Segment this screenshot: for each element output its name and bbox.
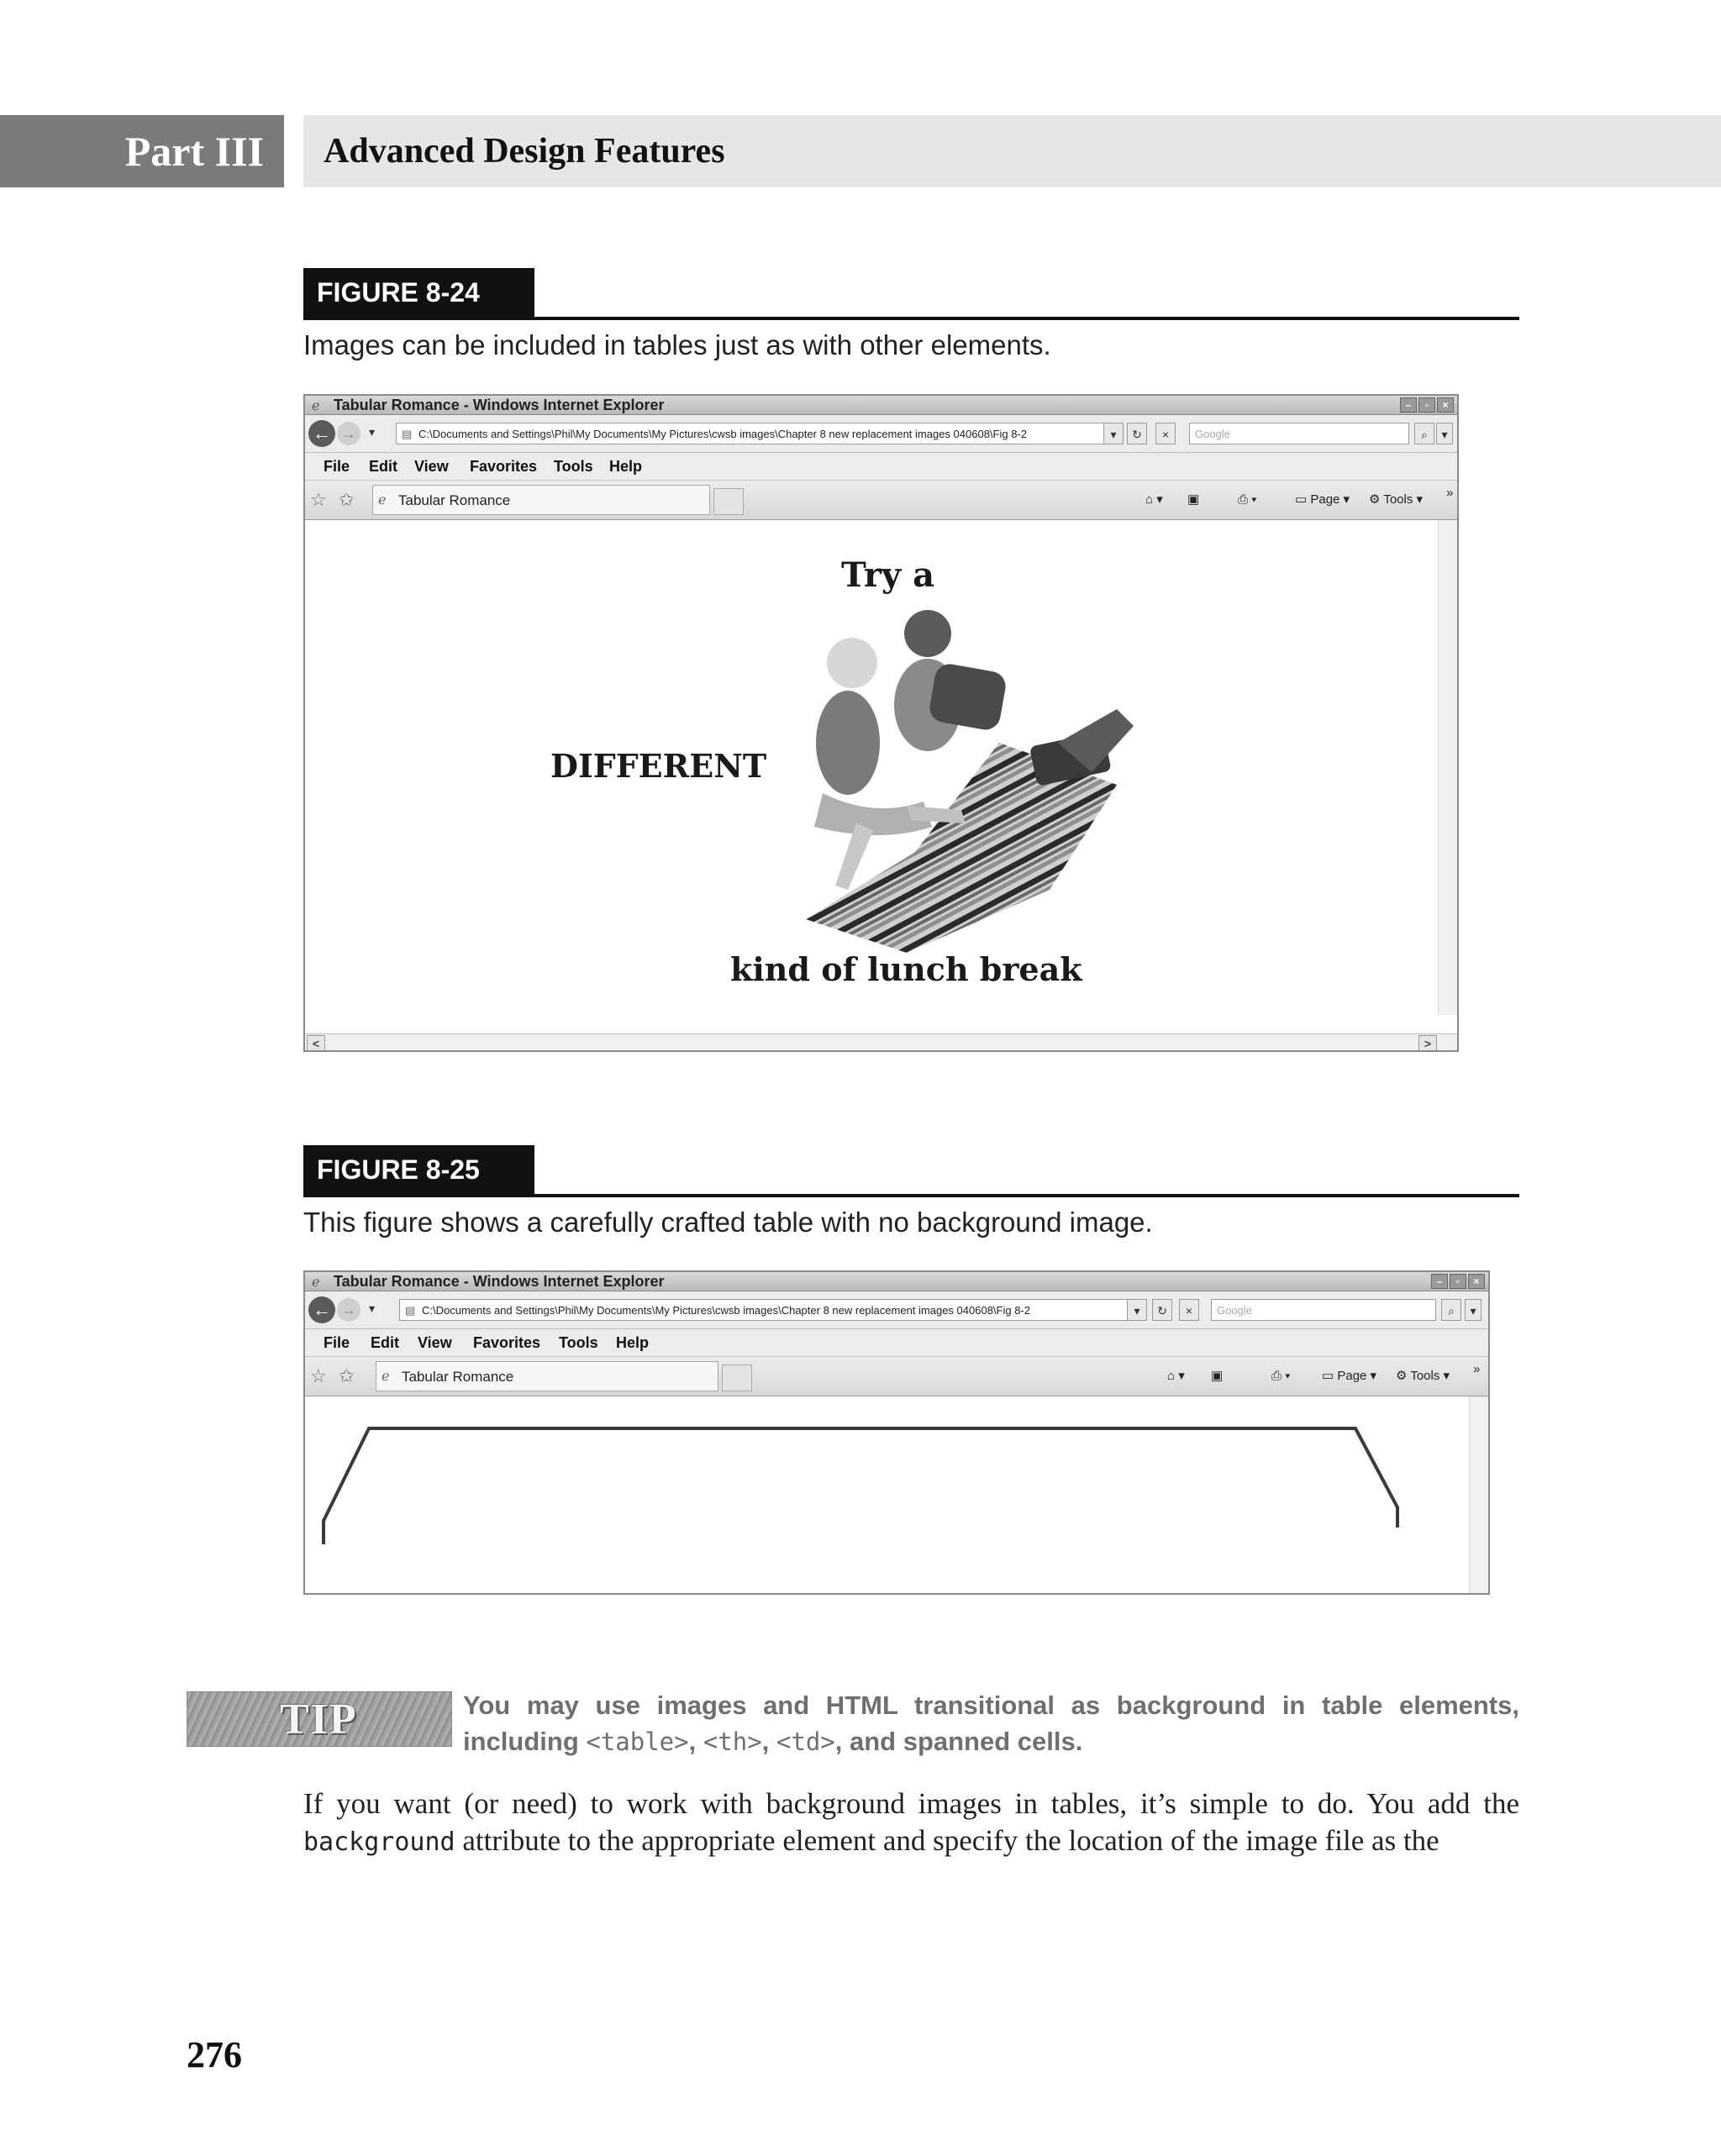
print-icon[interactable]: ⎙ ▾ xyxy=(1238,492,1257,507)
tab-tabular-romance[interactable] xyxy=(376,1361,718,1391)
figure-label: FIGURE 8-24 xyxy=(303,268,534,317)
menu-edit[interactable]: Edit xyxy=(371,1334,399,1351)
history-dropdown-icon[interactable]: ▾ xyxy=(369,425,376,439)
restore-icon[interactable]: ▫ xyxy=(1450,1274,1466,1289)
url-input[interactable] xyxy=(399,1299,1145,1321)
back-arrow-icon[interactable]: ← xyxy=(308,1296,335,1323)
code-background-attr: background xyxy=(303,1827,455,1857)
search-input[interactable]: Google xyxy=(1189,423,1409,444)
figure-label: FIGURE 8-25 xyxy=(303,1145,534,1194)
tab-bar xyxy=(305,1357,1488,1397)
tip-label: TIP xyxy=(280,1696,358,1743)
forward-arrow-icon[interactable]: → xyxy=(337,422,361,445)
tip-text: You may use images and HTML transitional as background in table elements, including <table>, <th>, <td>, and spanned cells. xyxy=(463,1691,1519,1756)
page-content xyxy=(305,1396,1488,1595)
menu-favorites[interactable]: Favorites xyxy=(473,1334,541,1351)
menu-favorites[interactable]: Favorites xyxy=(470,458,538,475)
url-input[interactable] xyxy=(396,423,1118,444)
window-title: Tabular Romance - Windows Internet Explorer xyxy=(334,397,665,413)
search-input[interactable]: Google xyxy=(1211,1299,1436,1321)
menu-tools[interactable]: Tools xyxy=(559,1334,598,1351)
part-label: Part III xyxy=(0,115,284,187)
menu-help[interactable]: Help xyxy=(616,1334,650,1351)
ie-logo-icon: ℯ xyxy=(312,1275,320,1290)
menu-file[interactable]: File xyxy=(324,1334,350,1351)
figure-caption: Images can be included in tables just as with other elements. xyxy=(303,329,1051,360)
url-text: C:\Documents and Settings\Phil\My Documents\My Pictures\cwsb images\Chapter 8 new replacement images 040608\Fig 8-2 xyxy=(422,1304,1030,1317)
headline-try-a: Try a xyxy=(841,555,935,595)
horizontal-scrollbar[interactable] xyxy=(305,1033,1457,1052)
page-icon: ▤ xyxy=(402,428,413,440)
add-favorites-icon[interactable]: ✩ xyxy=(339,489,355,510)
menu-bar xyxy=(305,453,1457,481)
close-icon[interactable]: × xyxy=(1437,397,1454,413)
minimize-icon[interactable]: – xyxy=(1400,397,1417,413)
page-icon: ℯ xyxy=(378,493,387,507)
tab-bar xyxy=(305,481,1457,521)
tab-tabular-romance[interactable] xyxy=(372,485,710,515)
page-icon: ℯ xyxy=(382,1370,390,1384)
home-icon[interactable]: ⌂ ▾ xyxy=(1145,492,1163,507)
history-dropdown-icon[interactable]: ▾ xyxy=(369,1301,376,1315)
code-td-tag: <td> xyxy=(776,1727,835,1756)
feeds-icon[interactable]: ▣ xyxy=(1211,1369,1224,1383)
tip-badge xyxy=(187,1691,452,1747)
tab-title: Tabular Romance xyxy=(402,1369,514,1385)
stop-icon[interactable]: × xyxy=(1179,1299,1199,1321)
refresh-icon[interactable]: ↻ xyxy=(1127,423,1147,444)
page-number: 276 xyxy=(187,2034,242,2075)
menu-help[interactable]: Help xyxy=(609,458,643,475)
close-icon[interactable]: × xyxy=(1468,1274,1485,1289)
page-menu[interactable]: ▭ Page ▾ xyxy=(1295,492,1350,507)
tab-title: Tabular Romance xyxy=(398,492,511,508)
back-arrow-icon[interactable]: ← xyxy=(308,420,335,447)
menu-edit[interactable]: Edit xyxy=(369,458,397,475)
stop-icon[interactable]: × xyxy=(1155,423,1176,444)
headline-different: DIFFERENT xyxy=(550,747,767,785)
figure-heading xyxy=(303,268,1519,320)
search-options-icon[interactable]: ▾ xyxy=(1436,423,1453,444)
page-menu[interactable]: ▭ Page ▾ xyxy=(1322,1369,1377,1383)
chapter-title: Advanced Design Features xyxy=(303,115,1721,187)
home-icon[interactable]: ⌂ ▾ xyxy=(1167,1369,1185,1383)
address-bar xyxy=(305,1291,1488,1329)
search-options-icon[interactable]: ▾ xyxy=(1465,1299,1482,1321)
window-title: Tabular Romance - Windows Internet Explorer xyxy=(334,1273,665,1290)
feeds-icon[interactable]: ▣ xyxy=(1187,492,1200,507)
scroll-right-icon[interactable]: > xyxy=(1418,1035,1437,1052)
browser-window xyxy=(303,1270,1490,1595)
new-tab-button[interactable] xyxy=(722,1365,752,1391)
url-text: C:\Documents and Settings\Phil\My Documents\My Pictures\cwsb images\Chapter 8 new replacement images 040608\Fig 8-2 xyxy=(418,428,1027,440)
code-th-tag: <th> xyxy=(703,1727,762,1756)
new-tab-button[interactable] xyxy=(713,488,744,515)
page-icon: ▤ xyxy=(405,1304,416,1317)
search-icon[interactable]: ⌕ xyxy=(1441,1299,1461,1321)
browser-window xyxy=(303,394,1459,1052)
search-icon[interactable]: ⌕ xyxy=(1414,423,1434,444)
body-paragraph: If you want (or need) to work with background images in tables, it’s simple to do. You add the background attribute to the appropriate element and specify the location of the image file as the xyxy=(303,1787,1519,1857)
tools-menu[interactable]: ⚙ Tools ▾ xyxy=(1369,492,1424,507)
menu-view[interactable]: View xyxy=(418,1334,452,1351)
chevron-more-icon[interactable]: » xyxy=(1473,1362,1481,1376)
tools-menu[interactable]: ⚙ Tools ▾ xyxy=(1396,1369,1450,1383)
basket-illustration xyxy=(1029,709,1134,786)
scroll-left-icon[interactable]: < xyxy=(307,1035,325,1052)
ie-logo-icon: ℯ xyxy=(312,399,320,413)
minimize-icon[interactable]: – xyxy=(1431,1274,1448,1289)
window-titlebar xyxy=(305,396,1457,415)
page-content xyxy=(305,520,1457,1033)
vertical-scrollbar[interactable] xyxy=(1438,520,1457,1015)
refresh-icon[interactable]: ↻ xyxy=(1152,1299,1172,1321)
chevron-more-icon[interactable]: » xyxy=(1446,486,1454,500)
restore-icon[interactable]: ▫ xyxy=(1418,397,1435,413)
address-bar xyxy=(305,415,1457,453)
figure-heading xyxy=(303,1145,1519,1197)
url-dropdown-icon[interactable]: ▾ xyxy=(1127,1299,1147,1321)
forward-arrow-icon[interactable]: → xyxy=(337,1298,361,1322)
picnic-photo xyxy=(755,600,1142,961)
vertical-scrollbar[interactable] xyxy=(1469,1396,1488,1595)
add-favorites-icon[interactable]: ✩ xyxy=(339,1365,355,1386)
code-table-tag: <table> xyxy=(586,1727,689,1756)
favorites-star-icon[interactable]: ☆ xyxy=(310,489,327,510)
url-dropdown-icon[interactable]: ▾ xyxy=(1103,423,1124,444)
figure-caption: This figure shows a carefully crafted table with no background image. xyxy=(303,1207,1153,1238)
headline-lunch-break: kind of lunch break xyxy=(730,950,1082,988)
table-outline xyxy=(305,1396,1471,1595)
window-titlebar xyxy=(305,1272,1488,1291)
favorites-star-icon[interactable]: ☆ xyxy=(310,1365,327,1386)
print-icon[interactable]: ⎙ ▾ xyxy=(1271,1369,1291,1383)
menu-bar xyxy=(305,1329,1488,1357)
menu-file[interactable]: File xyxy=(324,458,350,475)
menu-view[interactable]: View xyxy=(414,458,449,475)
menu-tools[interactable]: Tools xyxy=(554,458,593,475)
